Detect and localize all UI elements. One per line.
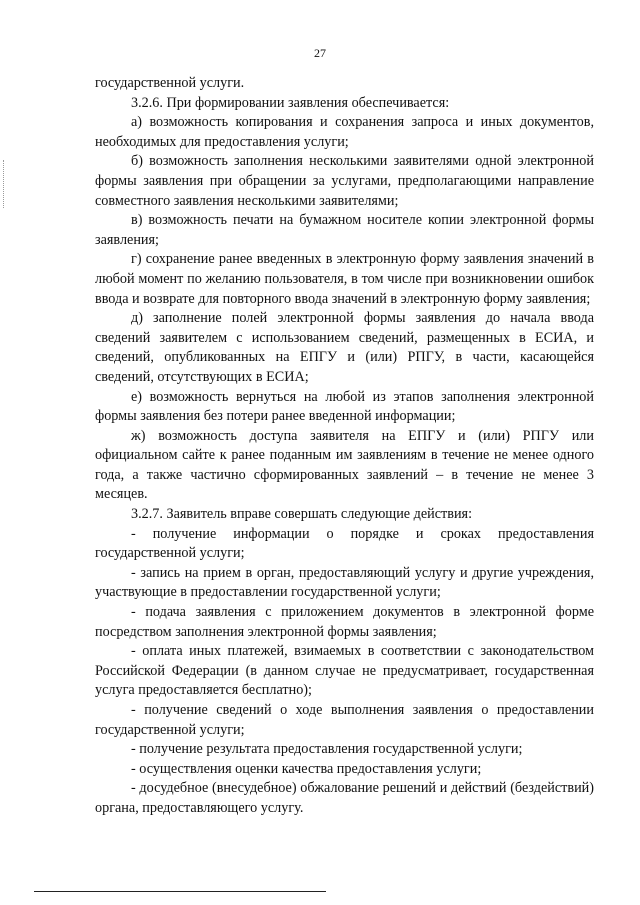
paragraph: - получение информации о порядке и сроках предоставления государственной услуги; [95,525,594,562]
paragraph: в) возможность печати на бумажном носителе копии электронной формы заявления; [95,212,594,248]
paragraph: - получение результата предоставления государственной услуги; [131,741,523,758]
paragraph: д) заполнение полей электронной формы заявления до начала ввода сведений заявителем с использованием сведений, размещенных в ЕСИА, и сведений, опубликованных на ЕПГУ и (или) РПГУ, в части, касающейся сведений, отсутствующих в ЕСИА; [95,310,594,385]
paragraph: - получение сведений о ходе выполнения заявления о предоставлении государственной услуги; [95,702,594,738]
paragraph: государственной услуги. [95,75,245,91]
paragraph: а) возможность копирования и сохранения запроса и иных документов, необходимых для предоставления услуги; [95,114,594,150]
page-number: 27 [314,46,326,60]
paragraph: - оплата иных платежей, взимаемых в соответствии с законодательством Российской Федерации (в данном случае не предусматривает, государственная услуга предоставляется бесплатно); [95,643,594,699]
document-body [95,74,594,819]
paragraph: г) сохранение ранее введенных в электронную форму заявления значений в любой момент по желанию пользователя, в том числе при возникновении ошибок ввода и возврате для повторного ввода значений в электронную форму заявления; [95,251,594,307]
paragraph: 3.2.7. Заявитель вправе совершать следующие действия: [131,506,473,523]
paragraph: - осуществления оценки качества предоставления услуги; [131,760,482,777]
paragraph: - запись на прием в орган, предоставляющий услугу и другие учреждения, участвующие в предоставлении государственной услуги; [95,564,594,601]
paragraph: - досудебное (внесудебное) обжалование решений и действий (бездействий) органа, предоставляющего услугу. [95,780,594,816]
paragraph: ж) возможность доступа заявителя на ЕПГУ и (или) РПГУ или официальном сайте к ранее поданным им заявлениям в течение не менее одного года, а также частично сформированных заявлений – в течение не менее 3 месяцев. [95,427,594,503]
margin-mark [3,160,4,208]
paragraph: е) возможность вернуться на любой из этапов заполнения электронной формы заявления без потери ранее введенной информации; [95,388,594,425]
paragraph: 3.2.6. При формировании заявления обеспечивается: [131,94,450,111]
paragraph: б) возможность заполнения несколькими заявителями одной электронной формы заявления при обращении за услугами, предполагающими направление совместного заявления несколькими заявителями; [95,153,594,209]
footer-rule [34,891,326,892]
paragraph: - подача заявления с приложением документов в электронной форме посредством заполнения электронной формы заявления; [95,604,594,640]
